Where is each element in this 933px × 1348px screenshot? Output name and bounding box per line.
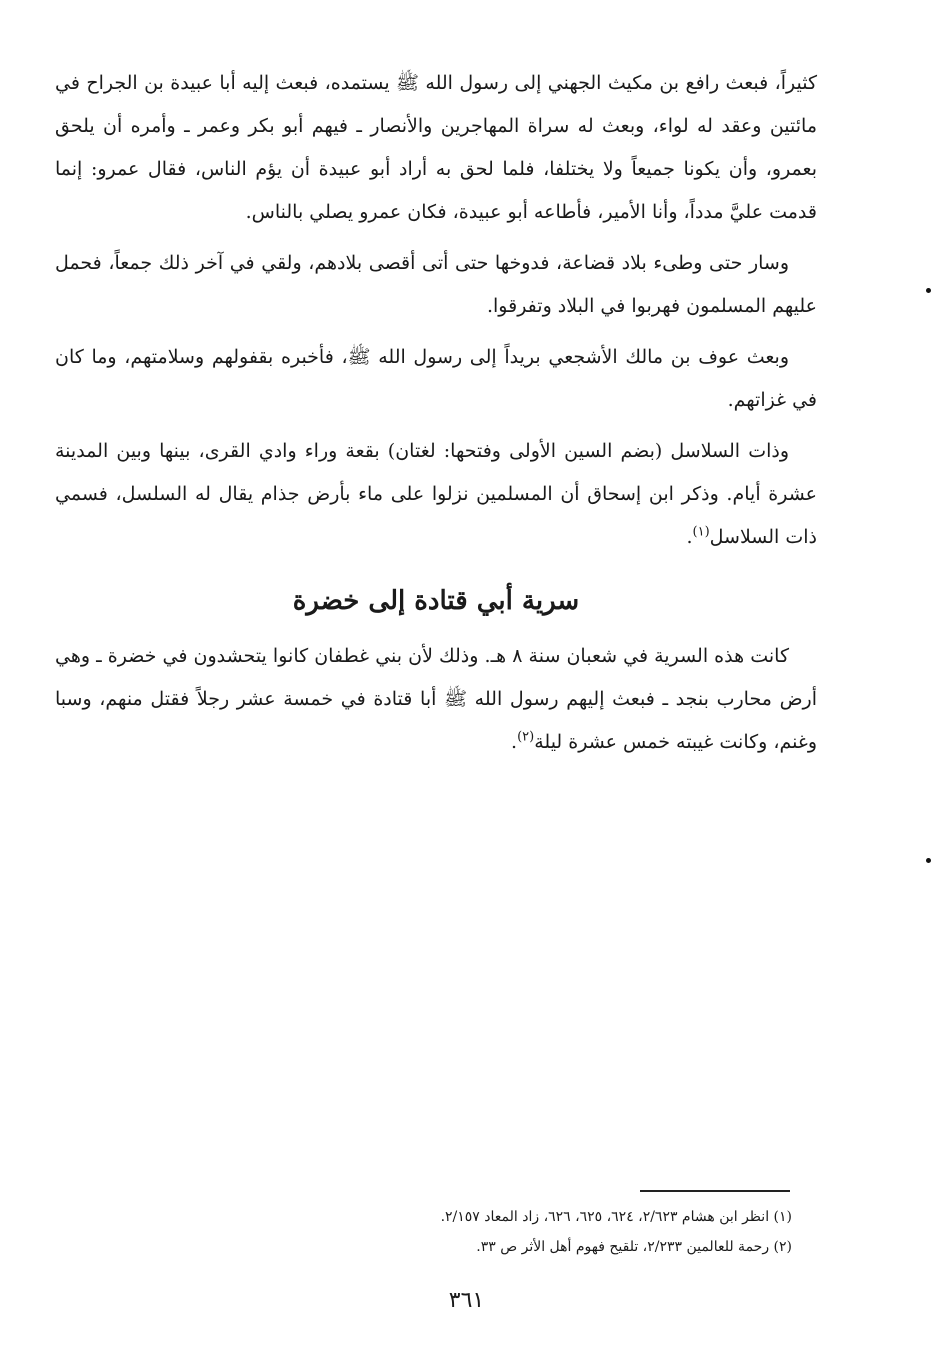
paragraph-4-text: وذات السلاسل (بضم السين الأولى وفتحها: لغتان) بقعة وراء وادي القرى، بينها وبين المدينة عشرة أيام. وذكر ابن إسحاق أن المسلمين نزلوا على ماء بأرض جذام يقال له السلسل، فسمي ذات السلاسل [55, 440, 817, 548]
section-heading: سرية أبي قتادة إلى خضرة [292, 586, 580, 616]
footnote-ref-2: (٢) [517, 729, 535, 745]
paragraph-5-text: كانت هذه السرية في شعبان سنة ٨ هـ. وذلك لأن بني غطفان كانوا يتحشدون في خضرة ـ وهي أرض محارب بنجد ـ فبعث إليهم رسول الله ﷺ أبا قتادة في خمسة عشر رجلاً فقتل منهم، وسبا وغنم، وكانت غيبته خمس عشرة ليلة [55, 645, 817, 753]
scan-mark [926, 858, 931, 863]
paragraph-2: وسار حتى وطىء بلاد قضاعة، فدوخها حتى أتى أقصى بلادهم، ولقي في آخر ذلك جمعاً، فحمل عليهم المسلمون فهربوا في البلاد وتفرقوا. [55, 252, 817, 317]
paragraph-5 [55, 635, 817, 764]
paragraph-3: وبعث عوف بن مالك الأشجعي بريداً إلى رسول الله ﷺ، فأخبره بقفولهم وسلامتهم، وما كان في غزاتهم. [55, 346, 817, 411]
page-body [55, 62, 817, 772]
scan-mark [926, 288, 931, 293]
page-number: ٣٦١ [448, 1288, 485, 1313]
footnote-1: (١) انظر ابن هشام ٢/٦٢٣، ٦٢٤، ٦٢٥، ٦٢٦، زاد المعاد ٢/١٥٧. [440, 1209, 792, 1225]
paragraph-5-end: . [511, 731, 518, 753]
paragraph-1: كثيراً، فبعث رافع بن مكيث الجهني إلى رسول الله ﷺ يستمده، فبعث إليه أبا عبيدة بن الجراح في مائتين وعقد له لواء، وبعث له سراة المهاجرين والأنصار ـ فيهم أبو بكر وعمر ـ وأمره أن يلحق بعمرو، وأن يكونا جميعاً ولا يختلفا، فلما لحق به أراد أبو عبيدة أن يؤم الناس، فقال عمرو: إنما قدمت عليَّ مدداً، وأنا الأمير، فأطاعه أبو عبيدة، فكان عمرو يصلي بالناس. [55, 72, 817, 223]
paragraph-4-end: . [686, 526, 693, 548]
paragraph-4 [55, 430, 817, 559]
footnote-divider [640, 1190, 790, 1192]
footnote-2: (٢) رحمة للعالمين ٢/٢٣٣، تلقيح فهوم أهل الأثر ص ٣٣. [476, 1239, 792, 1255]
footnote-ref-1: (١) [692, 524, 710, 540]
footnotes [100, 1202, 792, 1262]
